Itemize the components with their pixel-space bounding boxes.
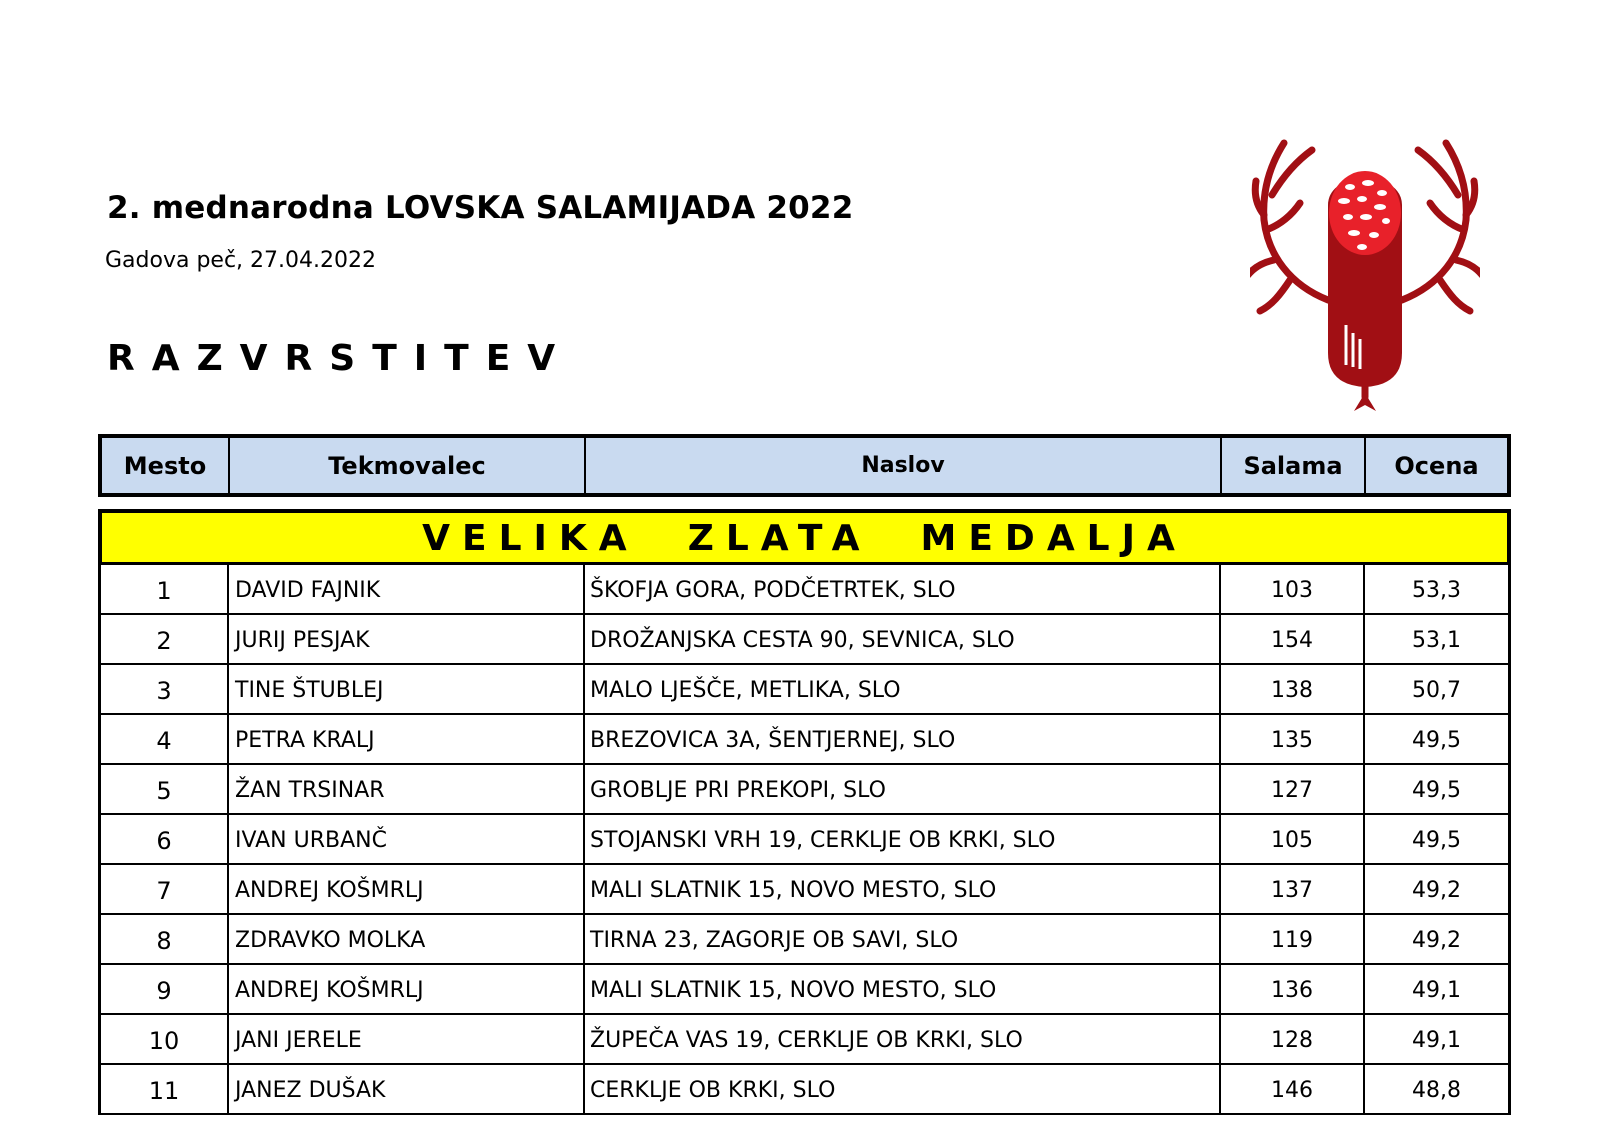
cell-salama: 135 bbox=[1221, 715, 1365, 763]
table-row bbox=[98, 1015, 1511, 1065]
cell-salama: 136 bbox=[1221, 965, 1365, 1013]
cell-mesto: 10 bbox=[101, 1015, 229, 1063]
table-row bbox=[98, 1065, 1511, 1115]
cell-naslov: ŽUPEČA VAS 19, CERKLJE OB KRKI, SLO bbox=[585, 1015, 1221, 1063]
cell-salama: 127 bbox=[1221, 765, 1365, 813]
cell-salama: 105 bbox=[1221, 815, 1365, 863]
cell-ocena: 48,8 bbox=[1412, 1078, 1461, 1103]
table-row bbox=[98, 765, 1511, 815]
cell-mesto: 4 bbox=[101, 715, 229, 763]
cell-ocena: 49,2 bbox=[1412, 878, 1461, 903]
cell-ocena: 53,1 bbox=[1412, 628, 1461, 653]
cell-tekmovalec: ANDREJ KOŠMRLJ bbox=[229, 865, 585, 913]
column-header-naslov: Naslov bbox=[586, 438, 1220, 493]
cell-salama: 128 bbox=[1221, 1015, 1365, 1063]
cell-salama: 138 bbox=[1221, 665, 1365, 713]
cell-naslov: STOJANSKI VRH 19, CERKLJE OB KRKI, SLO bbox=[585, 815, 1221, 863]
cell-salama: 146 bbox=[1221, 1065, 1365, 1113]
cell-mesto: 2 bbox=[101, 615, 229, 663]
cell-ocena: 49,2 bbox=[1412, 928, 1461, 953]
document-title: 2. mednarodna LOVSKA SALAMIJADA 2022 bbox=[107, 190, 854, 226]
cell-naslov: CERKLJE OB KRKI, SLO bbox=[585, 1065, 1221, 1113]
cell-mesto: 9 bbox=[101, 965, 229, 1013]
cell-naslov: ŠKOFJA GORA, PODČETRTEK, SLO bbox=[585, 565, 1221, 613]
cell-tekmovalec: IVAN URBANČ bbox=[229, 815, 585, 863]
document-subtitle: Gadova peč, 27.04.2022 bbox=[105, 248, 376, 273]
cell-ocena: 50,7 bbox=[1412, 678, 1461, 703]
cell-tekmovalec: PETRA KRALJ bbox=[229, 715, 585, 763]
cell-tekmovalec: ZDRAVKO MOLKA bbox=[229, 915, 585, 963]
cell-naslov: BREZOVICA 3A, ŠENTJERNEJ, SLO bbox=[585, 715, 1221, 763]
cell-ocena: 49,5 bbox=[1412, 828, 1461, 853]
cell-tekmovalec: DAVID FAJNIK bbox=[229, 565, 585, 613]
cell-mesto: 11 bbox=[101, 1065, 229, 1113]
cell-salama: 119 bbox=[1221, 915, 1365, 963]
ranking-heading: RAZVRSTITEV bbox=[107, 338, 573, 379]
table-row bbox=[98, 715, 1511, 765]
medal-section-title: VELIKA ZLATA MEDALJA bbox=[98, 509, 1511, 565]
cell-ocena: 49,1 bbox=[1412, 978, 1461, 1003]
cell-tekmovalec: JANI JERELE bbox=[229, 1015, 585, 1063]
cell-naslov: MALO LJEŠČE, METLIKA, SLO bbox=[585, 665, 1221, 713]
cell-ocena: 53,3 bbox=[1412, 578, 1461, 603]
table-row bbox=[98, 865, 1511, 915]
cell-tekmovalec: TINE ŠTUBLEJ bbox=[229, 665, 585, 713]
cell-salama: 137 bbox=[1221, 865, 1365, 913]
column-header-ocena: Ocena bbox=[1366, 438, 1507, 493]
cell-mesto: 3 bbox=[101, 665, 229, 713]
column-header-salama: Salama bbox=[1222, 438, 1364, 493]
cell-tekmovalec: JURIJ PESJAK bbox=[229, 615, 585, 663]
cell-tekmovalec: JANEZ DUŠAK bbox=[229, 1065, 585, 1113]
table-header bbox=[98, 434, 1511, 497]
cell-salama: 103 bbox=[1221, 565, 1365, 613]
table-row bbox=[98, 615, 1511, 665]
column-header-mesto: Mesto bbox=[102, 438, 228, 493]
cell-naslov: GROBLJE PRI PREKOPI, SLO bbox=[585, 765, 1221, 813]
cell-ocena: 49,5 bbox=[1412, 728, 1461, 753]
table-row bbox=[98, 665, 1511, 715]
cell-ocena: 49,5 bbox=[1412, 778, 1461, 803]
cell-tekmovalec: ŽAN TRSINAR bbox=[229, 765, 585, 813]
results-table bbox=[98, 565, 1511, 1115]
table-row bbox=[98, 965, 1511, 1015]
cell-mesto: 6 bbox=[101, 815, 229, 863]
cell-mesto: 5 bbox=[101, 765, 229, 813]
cell-ocena: 49,1 bbox=[1412, 1028, 1461, 1053]
table-row bbox=[98, 565, 1511, 615]
cell-mesto: 7 bbox=[101, 865, 229, 913]
cell-naslov: TIRNA 23, ZAGORJE OB SAVI, SLO bbox=[585, 915, 1221, 963]
cell-naslov: DROŽANJSKA CESTA 90, SEVNICA, SLO bbox=[585, 615, 1221, 663]
cell-mesto: 1 bbox=[101, 565, 229, 613]
antlers-salami-logo bbox=[1250, 135, 1480, 420]
cell-salama: 154 bbox=[1221, 615, 1365, 663]
cell-mesto: 8 bbox=[101, 915, 229, 963]
cell-naslov: MALI SLATNIK 15, NOVO MESTO, SLO bbox=[585, 865, 1221, 913]
cell-tekmovalec: ANDREJ KOŠMRLJ bbox=[229, 965, 585, 1013]
cell-naslov: MALI SLATNIK 15, NOVO MESTO, SLO bbox=[585, 965, 1221, 1013]
column-header-tekmovalec: Tekmovalec bbox=[230, 438, 584, 493]
table-row bbox=[98, 915, 1511, 965]
table-row bbox=[98, 815, 1511, 865]
